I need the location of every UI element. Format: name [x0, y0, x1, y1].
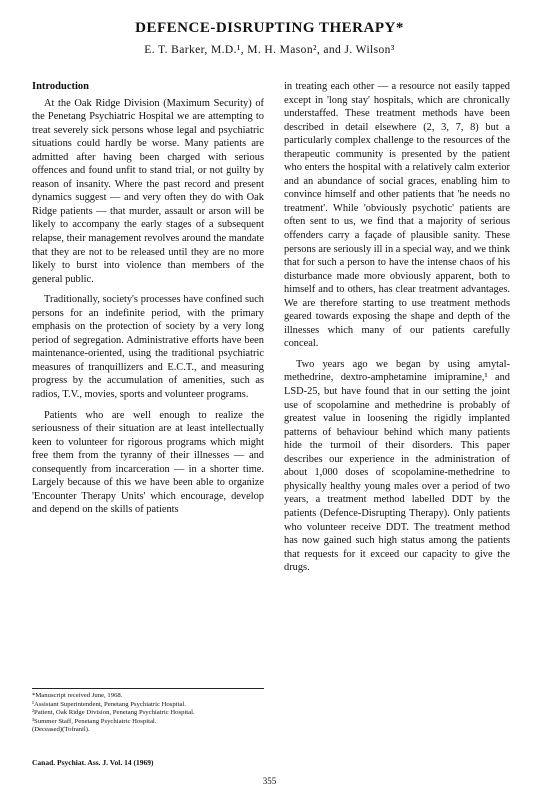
footnote: ³Summer Staff, Penetang Psychiatric Hospital.	[32, 717, 157, 725]
paragraph: Two years ago we began by using amytal-methedrine, dextro-amphetamine imipramine,¹ and LSD-25, but have found that in our setting the joint use of scopolamine and methedrine is probably of greatest value in loosening the rigidly implanted patterns of behaviour behind which many patients hide the turmoil of their disorders. This paper describes our experience in the administration of about 1,000 doses of scopolamine-methedrine to physically healthy young males over a period of two years, a treatment method labelled DDT by the patients (Defence-Disrupting Therapy). Only patients who volunteer receive DDT. The treatment method has now gained such high status among the patients that requests for it exceed our capacity to give the drugs.	[284, 358, 510, 574]
footnotes	[32, 688, 264, 735]
footnote: (Deceased)(Tofranil).	[32, 726, 90, 734]
paragraph: Patients who are well enough to realize the seriousness of their situation are at least intellectually keen to volunteer for rigorous programs which might free them from the tyranny of their illnesses — and consequently from incarceration — in a shorter time. Largely because of this we have been able to organize 'Encounter Therapy Units' which encourage, develop and depend on the skills of patients	[32, 409, 264, 516]
left-column	[32, 80, 264, 517]
paragraph: in treating each other — a resource not easily tapped except in 'long stay' hospitals, which are chronically understaffed. These treatment methods have been described in detail elsewhere (2, 3, 7, 8) but a particularly complex challenge to the resources of the therapeutic community is presented by the patient who enters the hospital with a relatively calm exterior and an abundance of social graces, enabling him to convince himself and other patients that 'he needs no treatment'. While 'obviously psychotic' patients are often sent to us, we find that a majority of serious offenders carry a façade of plausible sanity. These persons are seriously ill in a special way, and we think that for such a person to have the intense chaos of his disturbance made more obviously apparent, both to himself and to others, has clear treatment advantages. We are therefore starting to use treatment methods geared towards exposing the shape and depth of the illnesses which many of our patients carefully conceal.	[284, 81, 510, 350]
footnote: *Manuscript received June, 1968.	[32, 692, 123, 699]
page-number: 355	[262, 776, 277, 786]
author-line: E. T. Barker, M.D.¹, M. H. Mason², and J. Wilson³	[144, 44, 395, 56]
journal-citation: Canad. Psychiat. Ass. J. Vol. 14 (1969)	[32, 758, 154, 767]
section-heading-introduction: Introduction	[32, 81, 89, 92]
footnote: ²Patient, Oak Ridge Division, Penetang Psychiatric Hospital.	[32, 709, 195, 717]
paragraph: Traditionally, society's processes have confined such persons for an indefinite period, with the primary emphasis on the protection of society by a very long period of segregation. Administrative efforts have been maintenance-oriented, using the traditional psychiatric measures of tranquillizers and E.C.T., and measuring progress by the accumulation of amenities, such as radios, T.V., movies, sports and volunteer programs.	[32, 294, 264, 401]
article-title: DEFENCE-DISRUPTING THERAPY*	[135, 20, 404, 36]
right-column	[284, 80, 510, 575]
footnote: ¹Assistant Superintendent, Penetang Psychiatric Hospital.	[32, 700, 186, 708]
paragraph: At the Oak Ridge Division (Maximum Security) of the Penetang Psychiatric Hospital we are attempting to treat severely sick persons whose legal and psychiatric situations could hardly be worse. Many patients are admitted after having been charged with serious offences and found unfit to stand trial, or not guilty by reason of insanity. Where the past record and present dynamics suggest — and very often they do with Oak Ridge patients — that murder, assault or arson will be likely to accompany the early stages of a subsequent relapse, their management revolves around the mandate that they are not to be released until they are no more likely to burst into violence than members of the general public.	[32, 97, 264, 285]
